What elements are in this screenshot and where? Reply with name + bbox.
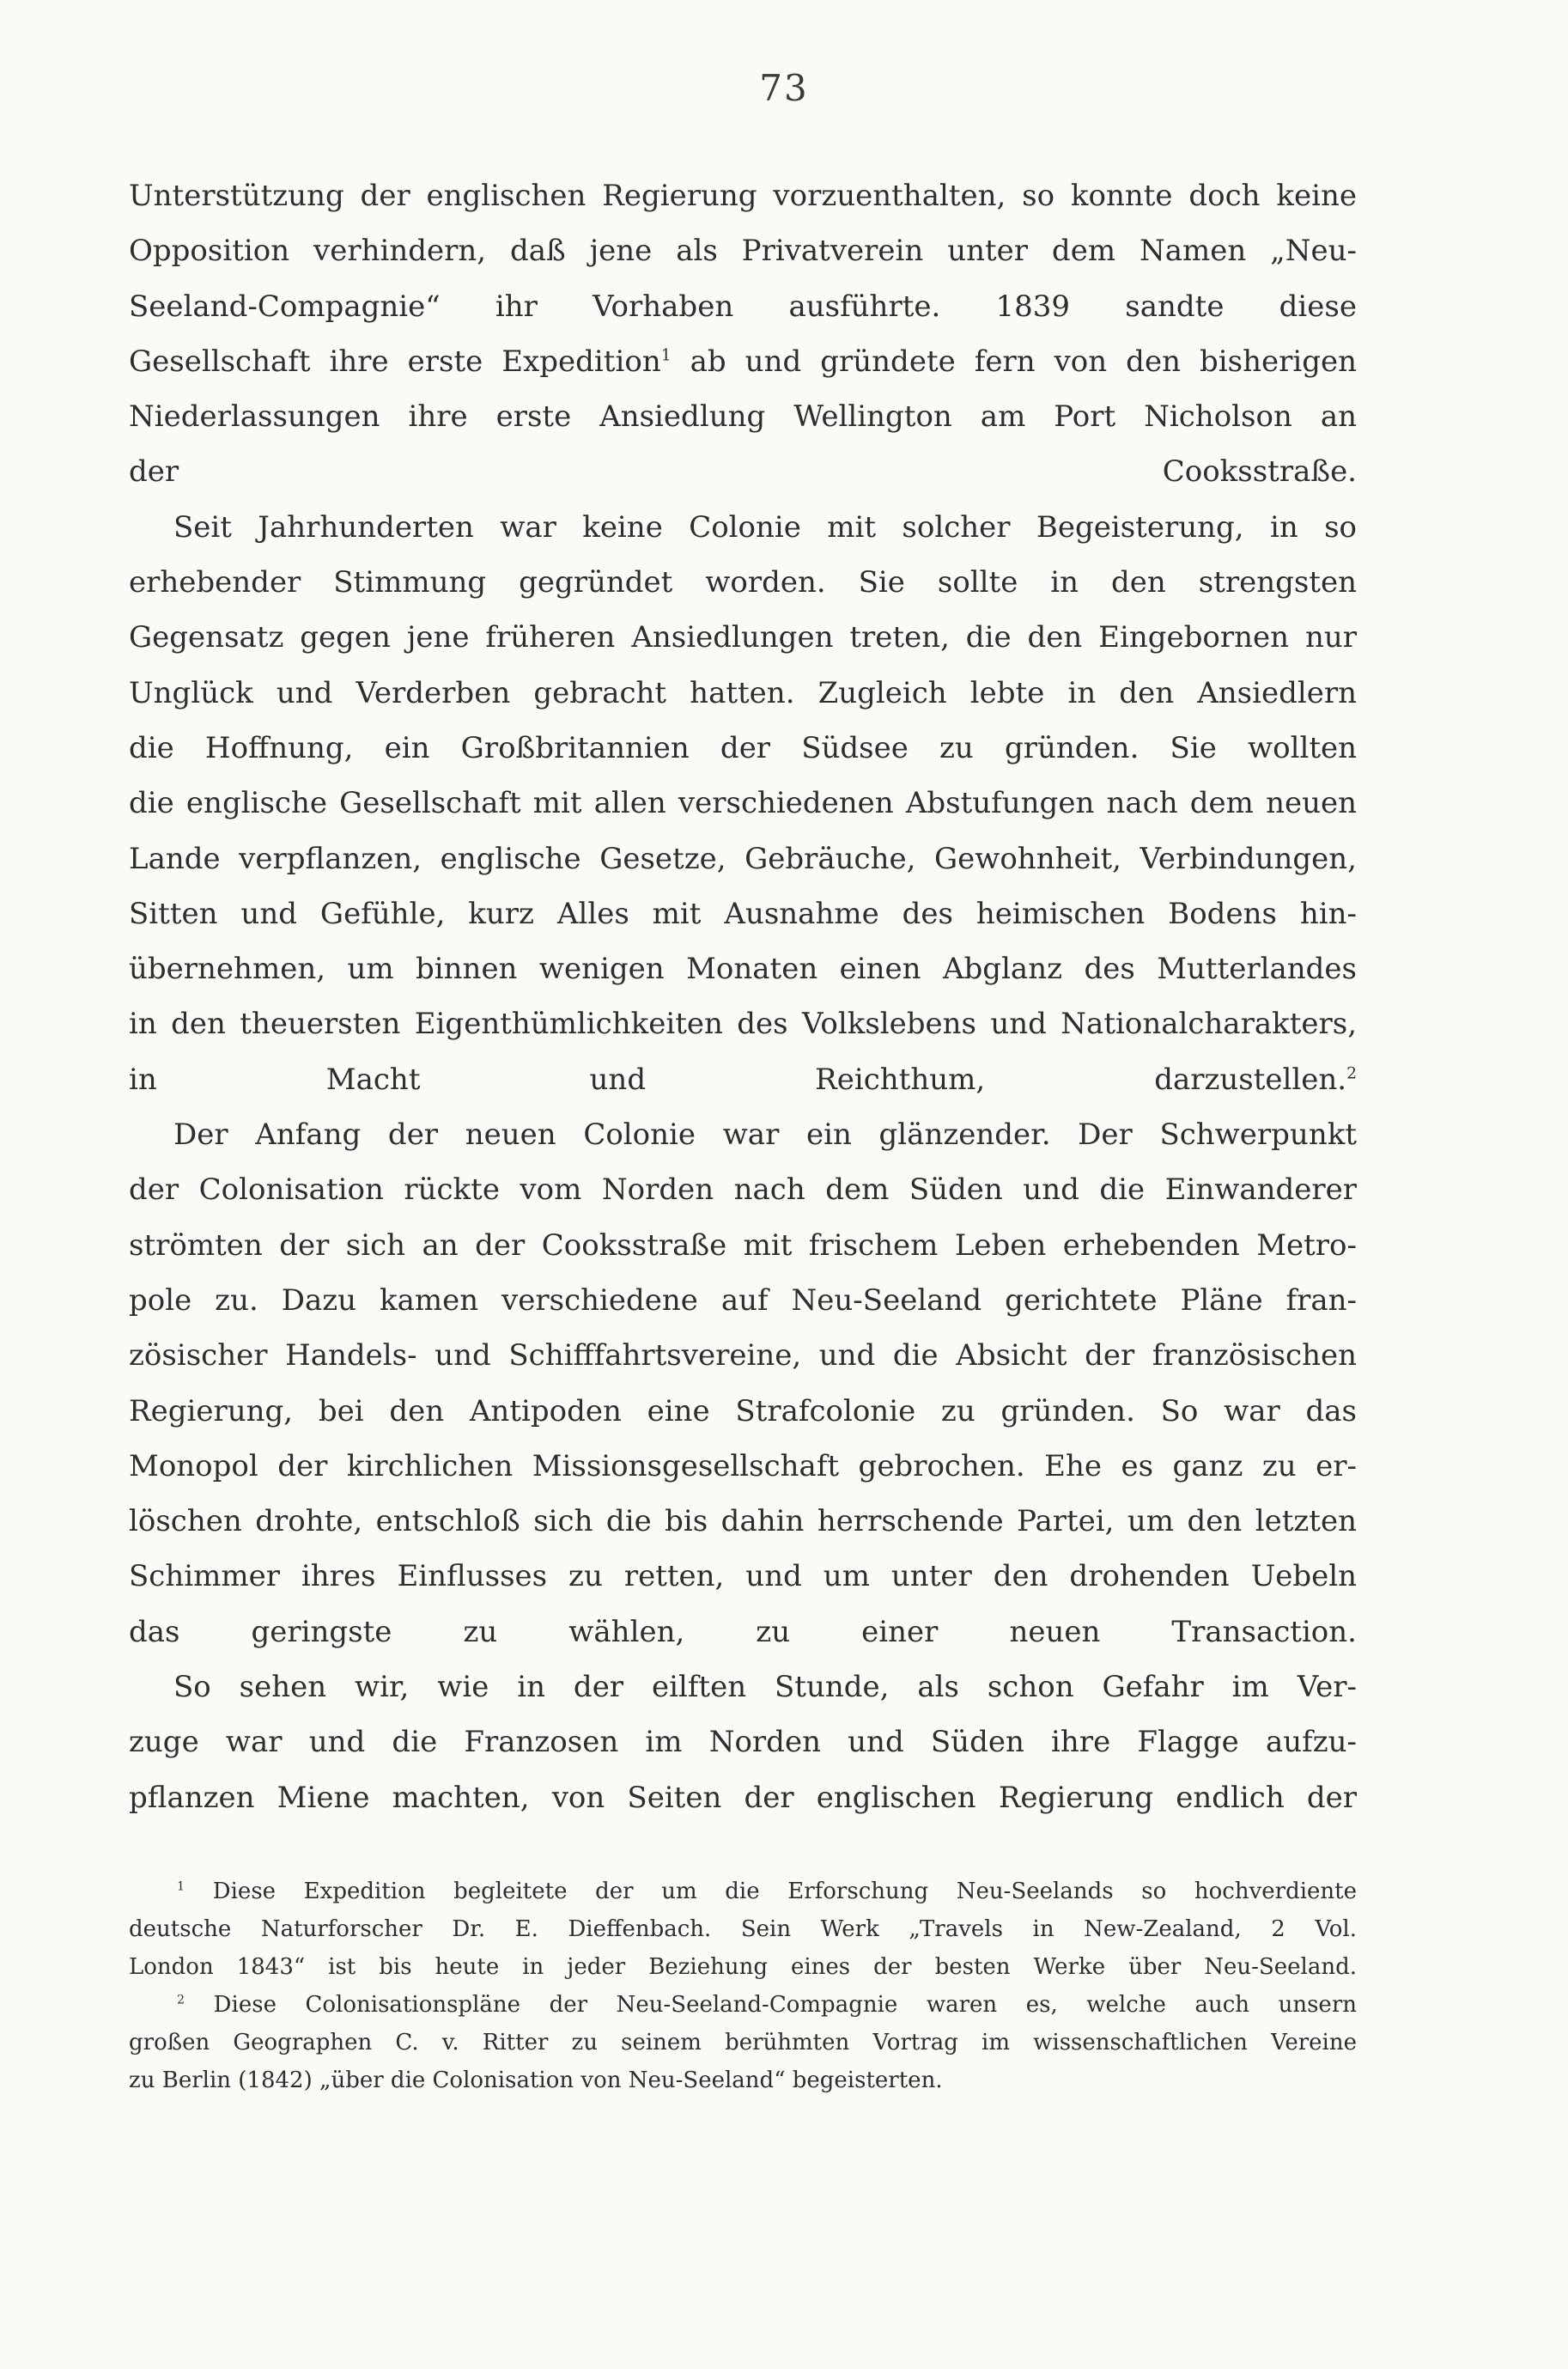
text-line: Schimmer ihres Einflusses zu retten, und um unter den drohenden Uebeln	[129, 1559, 1357, 1594]
text-line: Lande verpflanzen, englische Gesetze, Gebräuche, Gewohnheit, Verbindungen,	[129, 841, 1357, 876]
text-line: Gegensatz gegen jene früheren Ansiedlungen treten, die den Eingebornen nur	[129, 620, 1357, 655]
text-line: So sehen wir, wie in der eilften Stunde, als schon Gefahr im Ver-	[173, 1670, 1357, 1705]
text-line: übernehmen, um binnen wenigen Monaten einen Abglanz des Mutterlandes	[129, 952, 1357, 987]
footnote-line	[129, 1986, 1357, 2024]
text-line: pole zu. Dazu kamen verschiedene auf Neu-Seeland gerichtete Pläne fran-	[129, 1282, 1357, 1318]
text-line: Unglück und Verderben gebracht hatten. Zugleich lebte in den Ansiedlern	[129, 675, 1357, 710]
text-segment: Diese Colonisationspläne der Neu-Seeland-Compagnie waren es, welche auch unsern	[213, 1992, 1357, 2018]
text-segment: ab und gründete fern von den bisherigen	[690, 344, 1357, 379]
footnote-line	[129, 1873, 1357, 1910]
text-line: zösischer Handels- und Schifffahrtsvereine, und die Absicht der französischen	[129, 1338, 1357, 1373]
text-line: strömten der sich an der Cooksstraße mit frischem Leben erhebenden Metro-	[129, 1227, 1357, 1263]
footnote-marker: 1	[177, 1879, 185, 1894]
text-line: die englische Gesellschaft mit allen verschiedenen Abstufungen nach dem neuen	[129, 786, 1357, 821]
text-segment: Diese Expedition begleitete der um die Erforschung Neu-Seelands so hochverdiente	[212, 1879, 1358, 1904]
text-line: Der Anfang der neuen Colonie war ein glänzender. Der Schwerpunkt	[173, 1118, 1357, 1153]
text-line: Opposition verhindern, daß jene als Privatverein unter dem Namen „Neu-	[129, 234, 1357, 269]
footnote-line: zu Berlin (1842) „über die Colonisation von Neu-Seeland“ begeisterten.	[129, 2068, 943, 2093]
text-segment: in Macht und Reichthum, darzustellen.	[129, 1062, 1347, 1097]
text-line	[129, 334, 1357, 389]
text-line: Seit Jahrhunderten war keine Colonie mit solcher Begeisterung, in so	[173, 509, 1357, 545]
text-line: das geringste zu wählen, zu einer neuen Transaction.	[129, 1614, 1357, 1649]
footnote-line: deutsche Naturforscher Dr. E. Dieffenbach. Sein Werk „Travels in New-Zealand, 2 Vol.	[129, 1916, 1357, 1942]
text-line: Monopol der kirchlichen Missionsgesellschaft gebrochen. Ehe es ganz zu er-	[129, 1448, 1357, 1483]
footnote-ref-1: 1	[660, 346, 672, 365]
footnote-line: London 1843“ ist bis heute in jeder Beziehung eines der besten Werke über Neu-Seeland.	[129, 1954, 1357, 1980]
text-segment: Gesellschaft ihre erste Expedition	[129, 344, 661, 379]
page-number: 73	[759, 67, 809, 109]
text-line: zuge war und die Franzosen im Norden und Süden ihre Flagge aufzu-	[129, 1725, 1357, 1760]
footnote-line: großen Geographen C. v. Ritter zu seinem berühmten Vortrag im wissenschaftlichen Vereine	[129, 2030, 1357, 2055]
footnote-1	[129, 1873, 1357, 1986]
text-line: Unterstützung der englischen Regierung vorzuenthalten, so konnte doch keine	[129, 179, 1357, 213]
text-line	[129, 1052, 1357, 1107]
text-line: Regierung, bei den Antipoden eine Strafcolonie zu gründen. So war das	[129, 1393, 1357, 1428]
text-line: der Colonisation rückte vom Norden nach dem Süden und die Einwanderer	[129, 1172, 1357, 1208]
paragraph-2	[129, 500, 1357, 1107]
main-text	[129, 168, 1357, 1825]
paragraph-4	[129, 1660, 1357, 1825]
text-line: pflanzen Miene machten, von Seiten der englischen Regierung endlich der	[129, 1780, 1357, 1815]
text-line: der Cooksstraße.	[129, 454, 1357, 490]
footnotes	[129, 1873, 1357, 2099]
footnote-marker: 2	[177, 1993, 185, 2007]
footnote-ref-2: 2	[1346, 1064, 1357, 1083]
text-line: Seeland-Compagnie“ ihr Vorhaben ausführte. 1839 sandte diese	[129, 289, 1357, 324]
text-line: in den theuersten Eigenthümlichkeiten des Volkslebens und Nationalcharakters,	[129, 1007, 1357, 1042]
paragraph-1	[129, 168, 1357, 500]
text-line: die Hoffnung, ein Großbritannien der Südsee zu gründen. Sie wollten	[129, 730, 1357, 765]
text-line: Niederlassungen ihre erste Ansiedlung Wellington am Port Nicholson an	[129, 399, 1357, 435]
footnote-2	[129, 1986, 1357, 2099]
paragraph-3	[129, 1107, 1357, 1660]
text-line: löschen drohte, entschloß sich die bis dahin herrschende Partei, um den letzten	[129, 1504, 1357, 1539]
text-line: Sitten und Gefühle, kurz Alles mit Ausnahme des heimischen Bodens hin-	[129, 896, 1357, 931]
text-line: erhebender Stimmung gegründet worden. Sie sollte in den strengsten	[129, 565, 1357, 600]
